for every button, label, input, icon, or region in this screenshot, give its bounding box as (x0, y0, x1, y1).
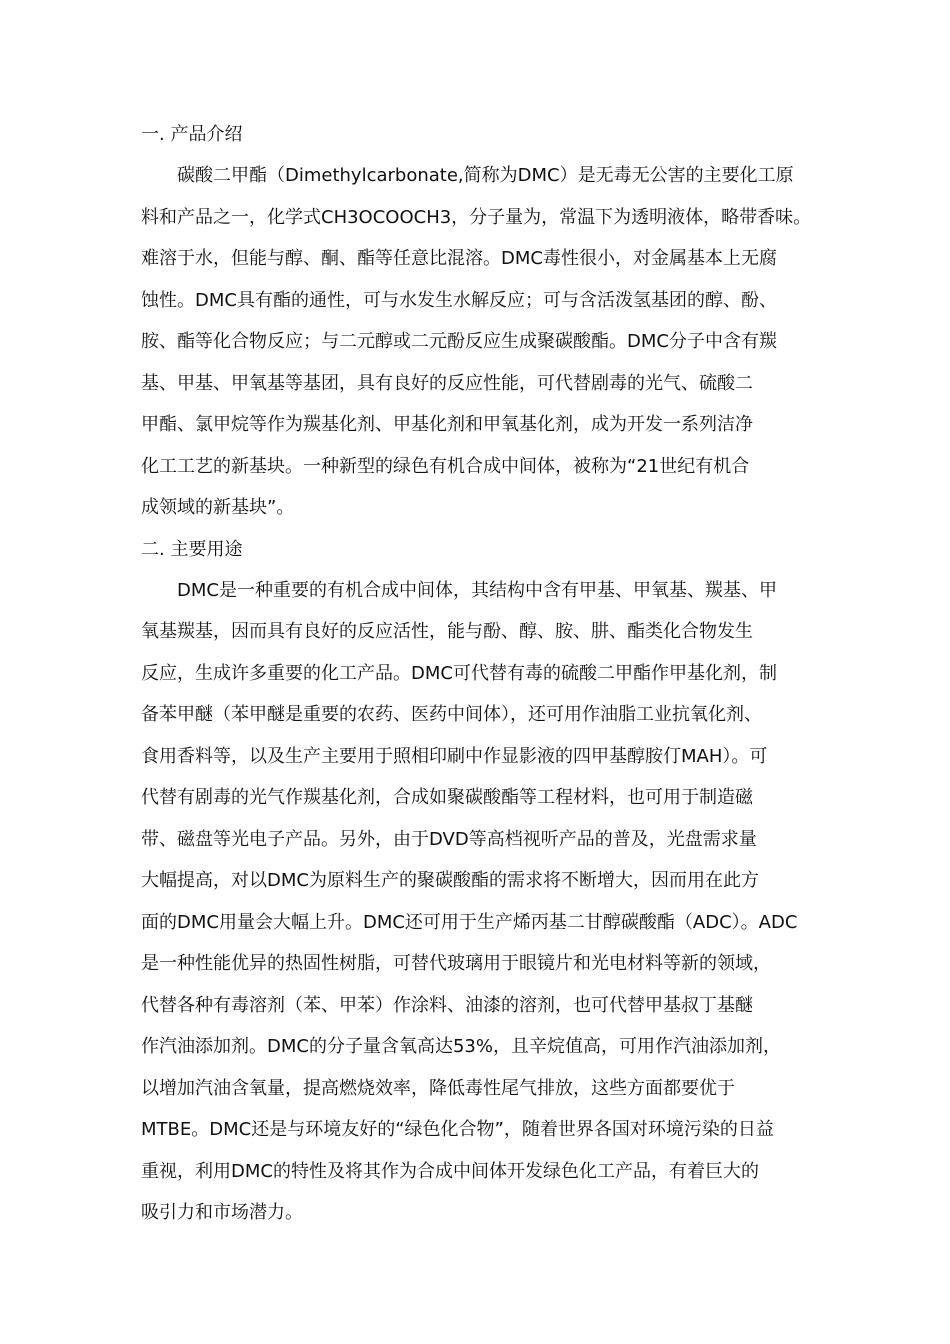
paragraph-line: 重视，利用DMC的特性及将其作为合成中间体开发绿色化工产品，有着巨大的 (141, 1160, 759, 1182)
paragraph-line: 面的DMC用量会大幅上升。DMC还可用于生产烯丙基二甘醇碳酸酯（ADC）。ADC (141, 911, 798, 933)
paragraph-line: 代替有剧毒的光气作羰基化剂，合成如聚碳酸酯等工程材料，也可用于制造磁 (141, 787, 753, 808)
paragraph-line: 作汽油添加剂。DMC的分子量含氧高达53%，且辛烷值高，可用作汽油添加剂， (141, 1036, 781, 1057)
paragraph-line: 以增加汽油含氧量，提高燃烧效率，降低毒性尾气排放，这些方面都要优于 (141, 1077, 735, 1099)
paragraph-line: 氧基羰基，因而具有良好的反应活性，能与酚、醇、胺、肼、酯类化合物发生 (141, 621, 753, 642)
paragraph-line: 反应，生成许多重要的化工产品。DMC可代替有毒的硫酸二甲酯作甲基化剂，制 (141, 662, 777, 684)
paragraph-line: 基、甲基、甲氧基等基团，具有良好的反应性能，可代替剧毒的光气、硫酸二 (141, 372, 753, 394)
document-body (141, 114, 826, 1234)
paragraph-main-uses (141, 570, 826, 1234)
section-heading-product-intro: 一. 产品介绍 (141, 124, 243, 145)
paragraph-line: DMC是一种重要的有机合成中间体，其结构中含有甲基、甲氧基、羰基、甲 (177, 579, 777, 601)
section-heading-main-uses: 二. 主要用途 (141, 538, 243, 560)
paragraph-line: 备苯甲醚（苯甲醚是重要的农药、医药中间体），还可用作油脂工业抗氧化剂、 (141, 704, 762, 725)
paragraph-line: 胺、酯等化合物反应；与二元醇或二元酚反应生成聚碳酸酯。DMC分子中含有羰 (141, 331, 777, 352)
paragraph-line: MTBE。DMC还是与环境友好的“绿色化合物”，随着世界各国对环境污染的日益 (141, 1119, 774, 1140)
paragraph-line: 成领域的新基块”。 (141, 497, 295, 518)
paragraph-line: 碳酸二甲酯（Dimethylcarbonate,简称为DMC）是无毒无公害的主要化工原 (177, 165, 794, 186)
paragraph-line: 食用香料等，以及生产主要用于照相印刷中作显影液的四甲基醇胺仃MAH）。可 (141, 745, 768, 767)
paragraph-line: 甲酯、氯甲烷等作为羰基化剂、甲基化剂和甲氧基化剂，成为开发一系列洁净 (141, 414, 753, 435)
paragraph-line: 蚀性。DMC具有酯的通性，可与水发生水解反应；可与含活泼氢基团的醇、酚、 (141, 289, 777, 311)
paragraph-line: 化工工艺的新基块。一种新型的绿色有机合成中间体，被称为“21世纪有机合 (141, 455, 750, 477)
paragraph-line: 大幅提高，对以DMC为原料生产的聚碳酸酯的需求将不断增大，因而用在此方 (141, 870, 759, 891)
paragraph-line: 难溶于水，但能与醇、酮、酯等任意比混溶。DMC毒性很小，对金属基本上无腐 (141, 248, 777, 269)
paragraph-line: 是一种性能优异的热固性树脂，可替代玻璃用于眼镜片和光电材料等新的领域， (141, 953, 771, 974)
paragraph-line: 料和产品之一，化学式CH3OCOOCH3，分子量为，常温下为透明液体，略带香味。 (141, 206, 812, 228)
paragraph-line: 代替各种有毒溶剂（苯、甲苯）作涂料、油漆的溶剂，也可代替甲基叔丁基醚 (141, 994, 753, 1016)
paragraph-product-intro (141, 155, 826, 529)
paragraph-line: 带、磁盘等光电子产品。另外，由于DVD等高档视听产品的普及，光盘需求量 (141, 828, 757, 850)
paragraph-line: 吸引力和市场潜力。 (141, 1202, 303, 1223)
